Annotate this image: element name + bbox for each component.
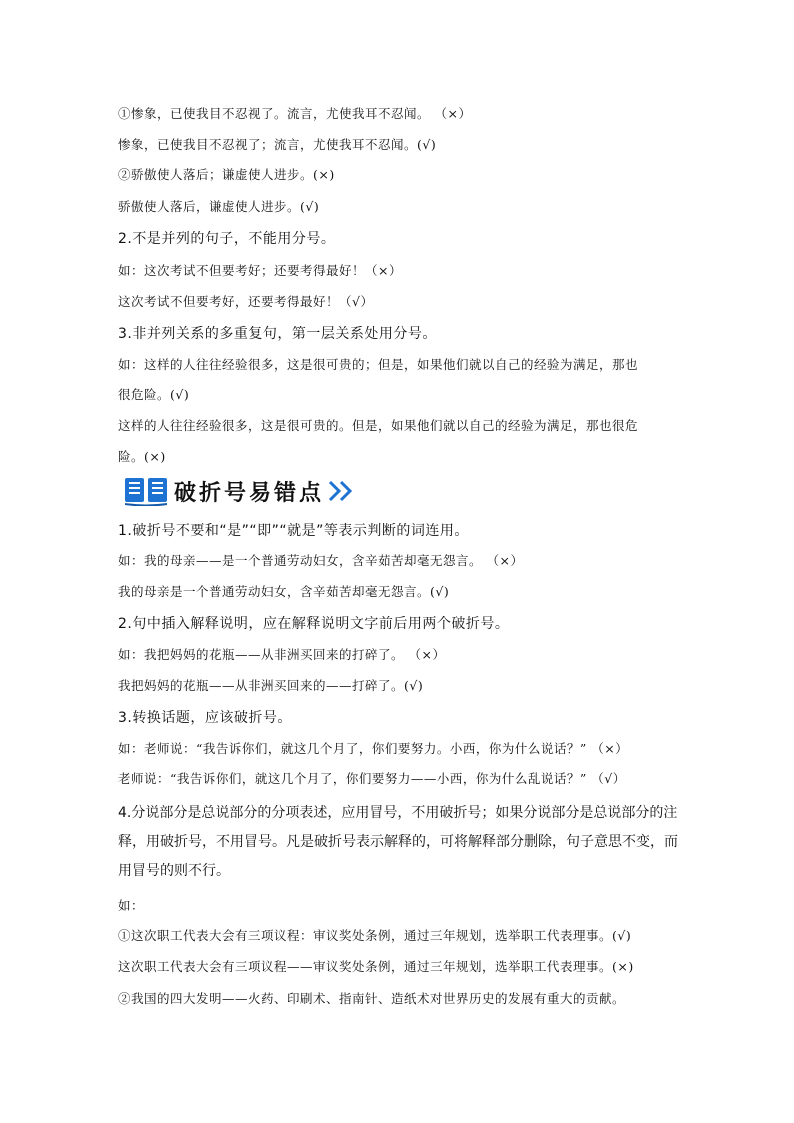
section-title: 破折号易错点 <box>174 479 325 506</box>
double-chevron-right-icon <box>328 480 354 502</box>
dash-rule-2-heading: 2.句中插入解释说明，应在解释说明文字前后用两个破折号。 <box>118 616 510 632</box>
open-book-icon <box>124 476 168 506</box>
dash-rule-1-example-right: 我的母亲是一个普通劳动妇女，含辛茹苦却毫无怨言。(√) <box>118 584 450 599</box>
semicolon-example-1-wrong: ①惨象，已使我目不忍视了。流言，尤使我耳不忍闻。 （×） <box>118 106 472 121</box>
semicolon-example-1-right: 惨象，已使我目不忍视了；流言，尤使我耳不忍闻。(√) <box>118 137 437 152</box>
semicolon-example-2-right: 骄傲使人落后，谦虚使人进步。(√) <box>118 199 320 214</box>
dash-rule-4-paragraph: 4.分说部分是总说部分的分项表述，应用冒号，不用破折号；如果分说部分是总说部分的注释，用破折号，不用冒号。凡是破折号表示解释的，可将解释部分删除，句子意思不变，而用冒号的则不行。 <box>118 805 678 879</box>
dash-rule-3-heading: 3.转换话题，应该破折号。 <box>118 710 292 726</box>
section-header <box>124 474 354 508</box>
rule-2-heading: 2.不是并列的句子，不能用分号。 <box>118 231 336 247</box>
rule-3-counter-line-2: 险。(×) <box>118 449 166 464</box>
dash-rule-1-heading: 1.破折号不要和“是”“即”“就是”等表示判断的词连用。 <box>118 523 469 539</box>
dash-rule-4-example-label: 如： <box>118 898 145 913</box>
dash-rule-3-example-wrong: 如：老师说：“我告诉你们，就这几个月了，你们要努力。小西，你为什么说话？” （×） <box>118 741 629 756</box>
rule-3-example-line-1: 如：这样的人往往经验很多，这是很可贵的；但是，如果他们就以自己的经验为满足，那也 <box>118 357 639 372</box>
rule-3-heading: 3.非并列关系的多重复句，第一层关系处用分号。 <box>118 326 437 342</box>
semicolon-example-2-wrong: ②骄傲使人落后；谦虚使人进步。(×) <box>118 167 335 182</box>
dash-rule-4-example-1-right: ①这次职工代表大会有三项议程：审议奖处条例，通过三年规划，选举职工代表理事。(√) <box>118 928 632 943</box>
dash-rule-4-example-2: ②我国的四大发明——火药、印刷术、指南针、造纸术对世界历史的发展有重大的贡献。 <box>118 991 626 1006</box>
rule-2-example-right: 这次考试不但要考好，还要考得最好！（√） <box>118 294 374 309</box>
dash-rule-2-example-wrong: 如：我把妈妈的花瓶——从非洲买回来的打碎了。 （×） <box>118 647 446 662</box>
rule-2-example-wrong: 如：这次考试不但要考好；还要考得最好！（×） <box>118 263 402 278</box>
dash-rule-3-example-right: 老师说：“我告诉你们，就这几个月了，你们要努力——小西，你为什么乱说话？” （√） <box>118 771 626 786</box>
dash-rule-4-example-1-wrong: 这次职工代表大会有三项议程——审议奖处条例，通过三年规划，选举职工代表理事。(×) <box>118 959 634 974</box>
dash-rule-1-example-wrong: 如：我的母亲——是一个普通劳动妇女，含辛茹苦却毫无怨言。 （×） <box>118 553 524 568</box>
rule-3-counter-line-1: 这样的人往往经验很多，这是很可贵的。但是，如果他们就以自己的经验为满足，那也很危 <box>118 418 639 433</box>
dash-rule-2-example-right: 我把妈妈的花瓶——从非洲买回来的——打碎了。(√) <box>118 678 424 693</box>
rule-3-example-line-2: 很危险。(√) <box>118 387 190 402</box>
